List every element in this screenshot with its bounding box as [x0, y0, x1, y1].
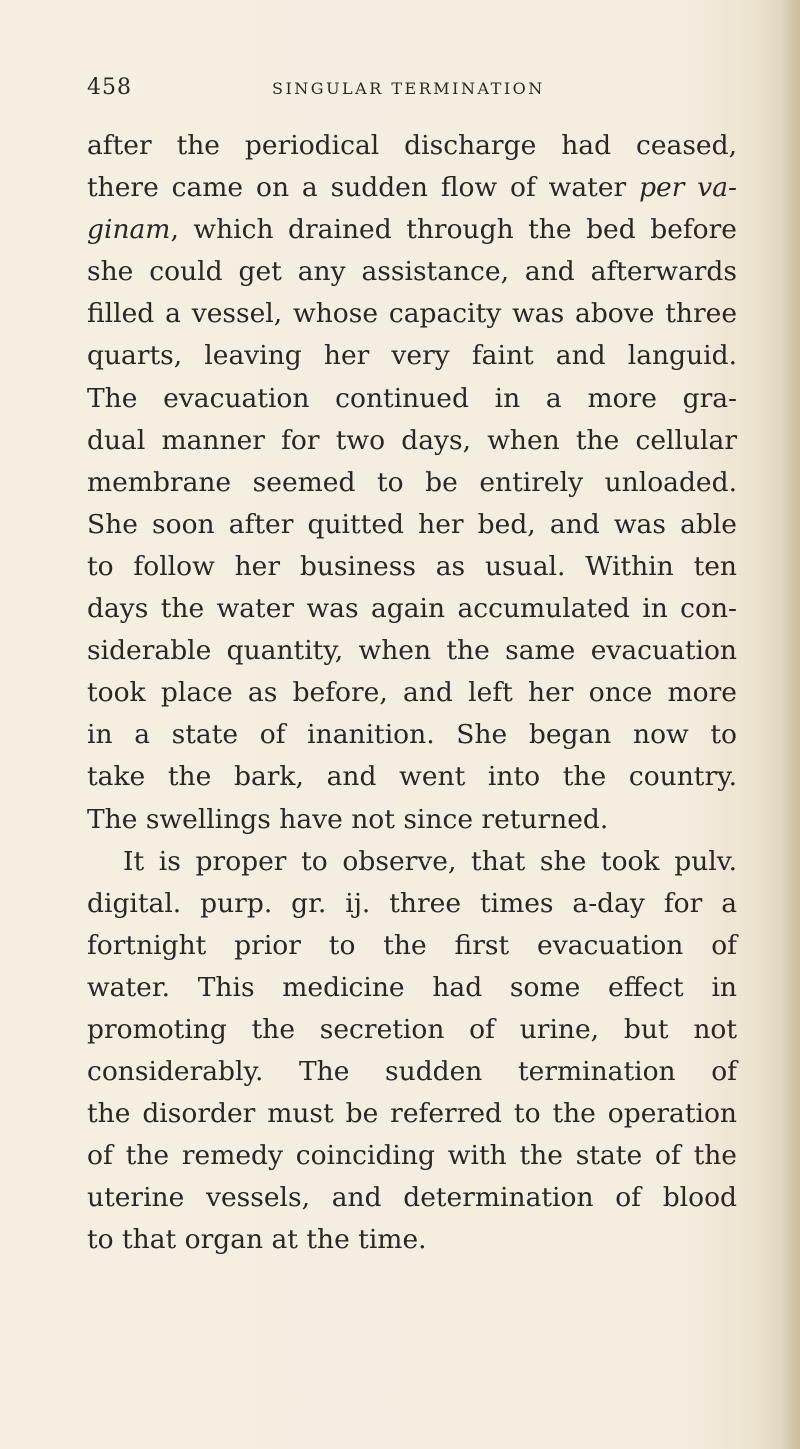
text-line: dual manner for two days, when the cellular — [87, 424, 737, 456]
text-run: there came on a sudden flow of water — [87, 172, 640, 204]
text-line: to that organ at the time. — [87, 1224, 427, 1256]
text-line — [87, 167, 737, 209]
page-edge-shadow — [782, 0, 800, 1449]
text-line: The evacuation continued in a more gra- — [87, 382, 737, 414]
paragraph-1 — [87, 125, 737, 841]
page-header — [87, 73, 747, 103]
page-number: 458 — [87, 75, 132, 100]
paragraph-2 — [87, 841, 737, 1262]
text-line: of the remedy coinciding with the state of the — [87, 1140, 737, 1172]
text-line: after the periodical discharge had ceased, — [87, 130, 737, 161]
text-line: siderable quantity, when the same evacuation — [87, 635, 737, 667]
text-line: uterine vessels, and determination of blood — [87, 1182, 737, 1214]
text-line: considerably. The sudden termination of — [87, 1056, 737, 1088]
text-line: take the bark, and went into the country. — [87, 761, 737, 793]
italic-run: ginam — [87, 214, 171, 246]
text-line — [87, 209, 737, 251]
text-line: the disorder must be referred to the operation — [87, 1098, 737, 1130]
running-head: SINGULAR TERMINATION — [272, 79, 545, 98]
text-line: quarts, leaving her very faint and languid. — [87, 340, 737, 372]
text-line: water. This medicine had some effect in — [87, 971, 737, 1003]
text-run: , which drained through the bed before — [170, 214, 737, 246]
text-line: she could get any assistance, and afterwards — [87, 256, 737, 288]
text-line: fortnight prior to the first evacuation of — [87, 929, 737, 961]
text-line: She soon after quitted her bed, and was able — [87, 508, 737, 540]
text-line: to follow her business as usual. Within ten — [87, 550, 737, 582]
italic-run: per va- — [639, 172, 737, 204]
text-line: The swellings have not since returned. — [87, 803, 609, 835]
body-text — [87, 125, 737, 1262]
text-line: days the water was again accumulated in con- — [87, 593, 737, 625]
text-line: filled a vessel, whose capacity was above three — [87, 298, 737, 330]
text-line: membrane seemed to be entirely unloaded. — [87, 466, 737, 498]
text-line: promoting the secretion of urine, but not — [87, 1013, 737, 1045]
text-line: in a state of inanition. She began now to — [87, 719, 737, 751]
text-line: took place as before, and left her once more — [87, 677, 737, 709]
text-line: digital. purp. gr. ij. three times a-day for a — [87, 887, 737, 919]
text-line: It is proper to observe, that she took pulv. — [123, 845, 737, 877]
